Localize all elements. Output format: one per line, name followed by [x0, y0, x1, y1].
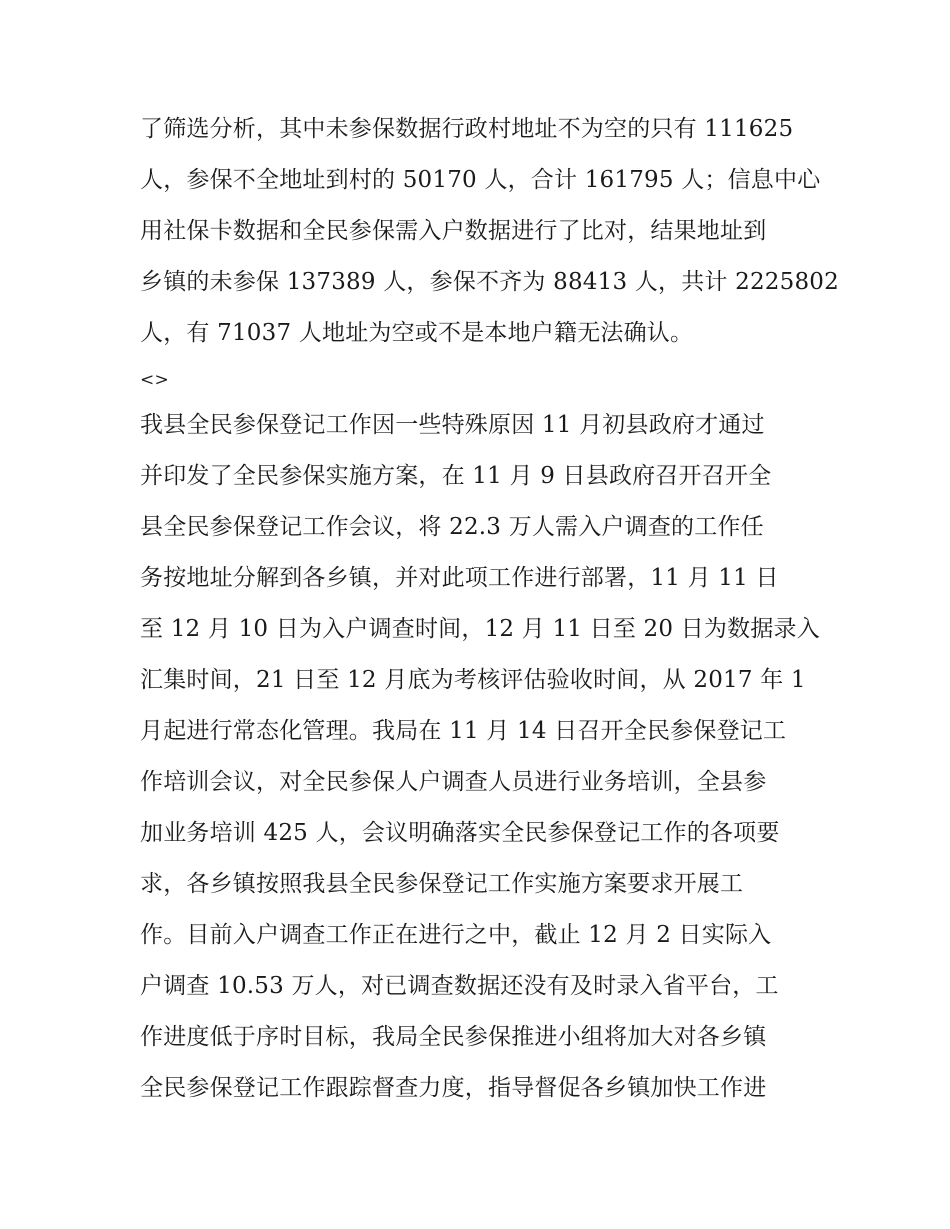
paragraph-2-line: 作。目前入户调查工作正在进行之中，截止 12 月 2 日实际入	[140, 922, 772, 948]
paragraph-2	[140, 400, 820, 1114]
paragraph-2-line: 作培训会议，对全民参保人户调查人员进行业务培训，全县参	[140, 769, 767, 795]
paragraph-2-line: 求，各乡镇按照我县全民参保登记工作实施方案要求开展工	[140, 871, 744, 897]
paragraph-2-line: 我县全民参保登记工作因一些特殊原因 11 月初县政府才通过	[140, 412, 765, 438]
separator-text: <>	[140, 370, 169, 390]
paragraph-2-line: 户调查 10.53 万人，对已调查数据还没有及时录入省平台，工	[140, 973, 779, 999]
paragraph-1-line: 了筛选分析，其中未参保数据行政村地址不为空的只有 111625	[140, 116, 794, 142]
paragraph-1	[140, 104, 839, 359]
paragraph-2-line: 月起进行常态化管理。我局在 11 月 14 日召开全民参保登记工	[140, 718, 787, 744]
paragraph-1-line: 人，有 71037 人地址为空或不是本地户籍无法确认。	[140, 320, 694, 346]
paragraph-2-line: 加业务培训 425 人，会议明确落实全民参保登记工作的各项要	[140, 820, 780, 846]
paragraph-2-line: 务按地址分解到各乡镇，并对此项工作进行部署，11 月 11 日	[140, 565, 779, 591]
paragraph-2-line: 全民参保登记工作跟踪督查力度，指导督促各乡镇加快工作进	[140, 1075, 767, 1101]
paragraph-1-line: 乡镇的未参保 137389 人，参保不齐为 88413 人，共计 2225802	[140, 269, 839, 295]
paragraph-2-line: 作进度低于序时目标，我局全民参保推进小组将加大对各乡镇	[140, 1024, 767, 1050]
paragraph-1-line: 人，参保不全地址到村的 50170 人，合计 161795 人；信息中心	[140, 167, 821, 193]
section-separator	[140, 362, 820, 398]
paragraph-2-line: 并印发了全民参保实施方案，在 11 月 9 日县政府召开召开全	[140, 463, 772, 489]
paragraph-2-line: 县全民参保登记工作会议，将 22.3 万人需入户调查的工作任	[140, 514, 764, 540]
paragraph-1-line: 用社保卡数据和全民参保需入户数据进行了比对，结果地址到	[140, 218, 767, 244]
paragraph-2-line: 汇集时间，21 日至 12 月底为考核评估验收时间，从 2017 年 1	[140, 667, 806, 693]
paragraph-2-line: 至 12 月 10 日为入户调查时间，12 月 11 日至 20 日为数据录入	[140, 616, 820, 642]
